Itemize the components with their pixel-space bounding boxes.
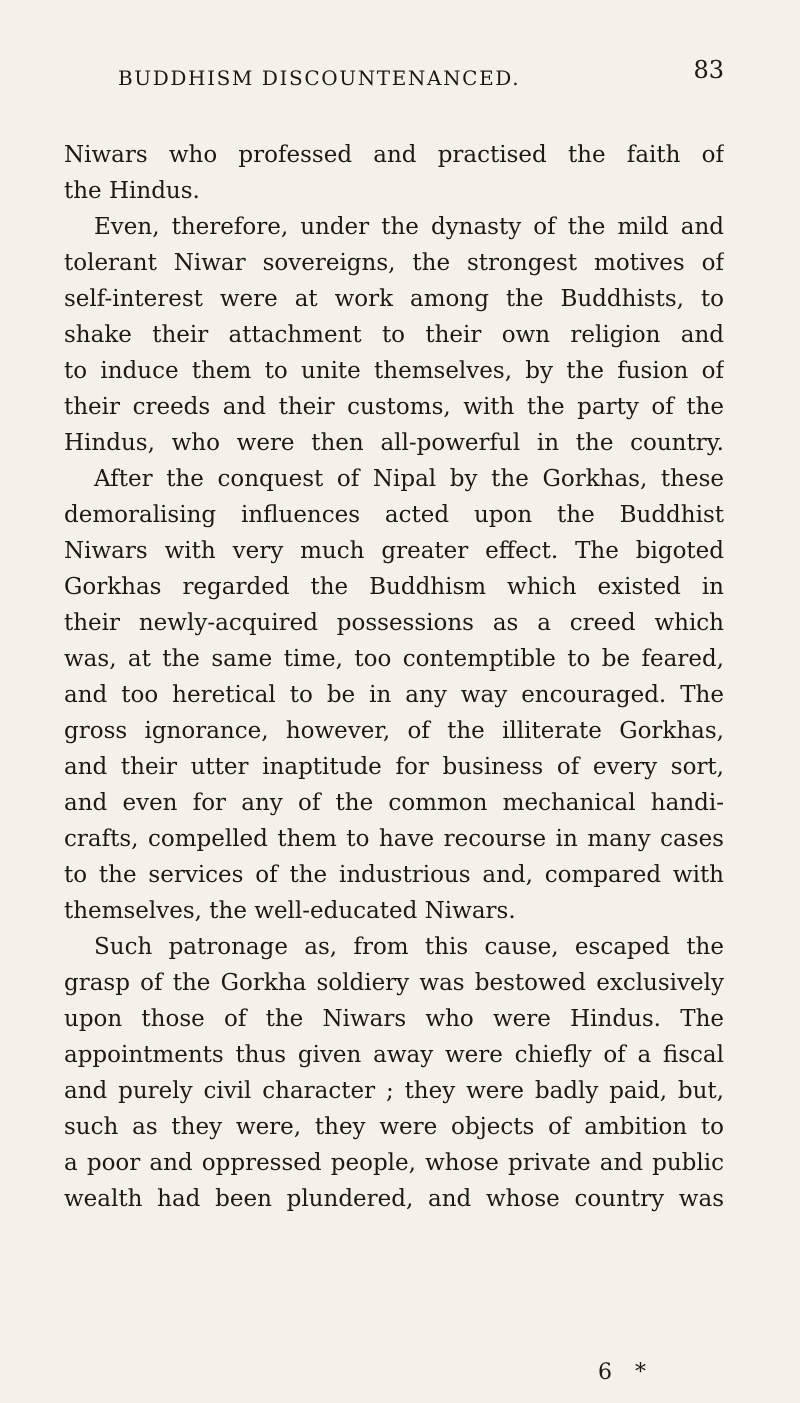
text-line: Such patronage as, from this cause, escaped the bbox=[94, 934, 724, 960]
text-line: themselves, the well-educated Niwars. bbox=[64, 898, 516, 924]
text-line: a poor and oppressed people, whose private and public bbox=[64, 1150, 724, 1176]
text-line: crafts, compelled them to have recourse in many cases bbox=[64, 826, 724, 852]
body-text bbox=[64, 137, 724, 1217]
running-title: BUDDHISM DISCOUNTENANCED. bbox=[118, 66, 521, 90]
text-line: and too heretical to be in any way encouraged. The bbox=[64, 682, 724, 708]
running-head bbox=[112, 52, 724, 92]
text-line: Hindus, who were then all-powerful in the country. bbox=[64, 430, 724, 456]
text-line: their newly-acquired possessions as a creed which bbox=[64, 610, 724, 636]
text-line: After the conquest of Nipal by the Gorkhas, these bbox=[94, 466, 724, 492]
text-line: appointments thus given away were chiefly of a fiscal bbox=[64, 1042, 724, 1068]
text-line: Niwars with very much greater effect. The bigoted bbox=[64, 538, 724, 564]
text-line: and their utter inaptitude for business of every sort, bbox=[64, 754, 724, 780]
text-line: tolerant Niwar sovereigns, the strongest motives of bbox=[64, 250, 724, 276]
text-line: was, at the same time, too contemptible to be feared, bbox=[64, 646, 724, 672]
text-line: upon those of the Niwars who were Hindus. The bbox=[64, 1006, 724, 1032]
text-line: Niwars who professed and practised the faith of bbox=[64, 142, 724, 168]
text-line: to the services of the industrious and, compared with bbox=[64, 862, 724, 888]
signature-mark: 6 * bbox=[598, 1360, 654, 1385]
text-line: and purely civil character ; they were badly paid, but, bbox=[64, 1078, 724, 1104]
page-number: 83 bbox=[693, 56, 724, 84]
text-line: gross ignorance, however, of the illiterate Gorkhas, bbox=[64, 718, 724, 744]
text-line: grasp of the Gorkha soldiery was bestowed exclusively bbox=[64, 970, 724, 996]
text-line: such as they were, they were objects of ambition to bbox=[64, 1114, 724, 1140]
text-line: shake their attachment to their own religion and bbox=[64, 322, 724, 348]
text-line: demoralising influences acted upon the Buddhist bbox=[64, 502, 724, 528]
text-line: the Hindus. bbox=[64, 178, 200, 204]
text-line: Gorkhas regarded the Buddhism which existed in bbox=[64, 574, 724, 600]
text-line: self-interest were at work among the Buddhists, to bbox=[64, 286, 724, 312]
text-line: to induce them to unite themselves, by the fusion of bbox=[64, 358, 724, 384]
text-line: their creeds and their customs, with the party of the bbox=[64, 394, 724, 420]
text-line: and even for any of the common mechanical handi- bbox=[64, 790, 724, 816]
text-line: wealth had been plundered, and whose country was bbox=[64, 1186, 724, 1212]
text-line: Even, therefore, under the dynasty of the mild and bbox=[94, 214, 724, 240]
